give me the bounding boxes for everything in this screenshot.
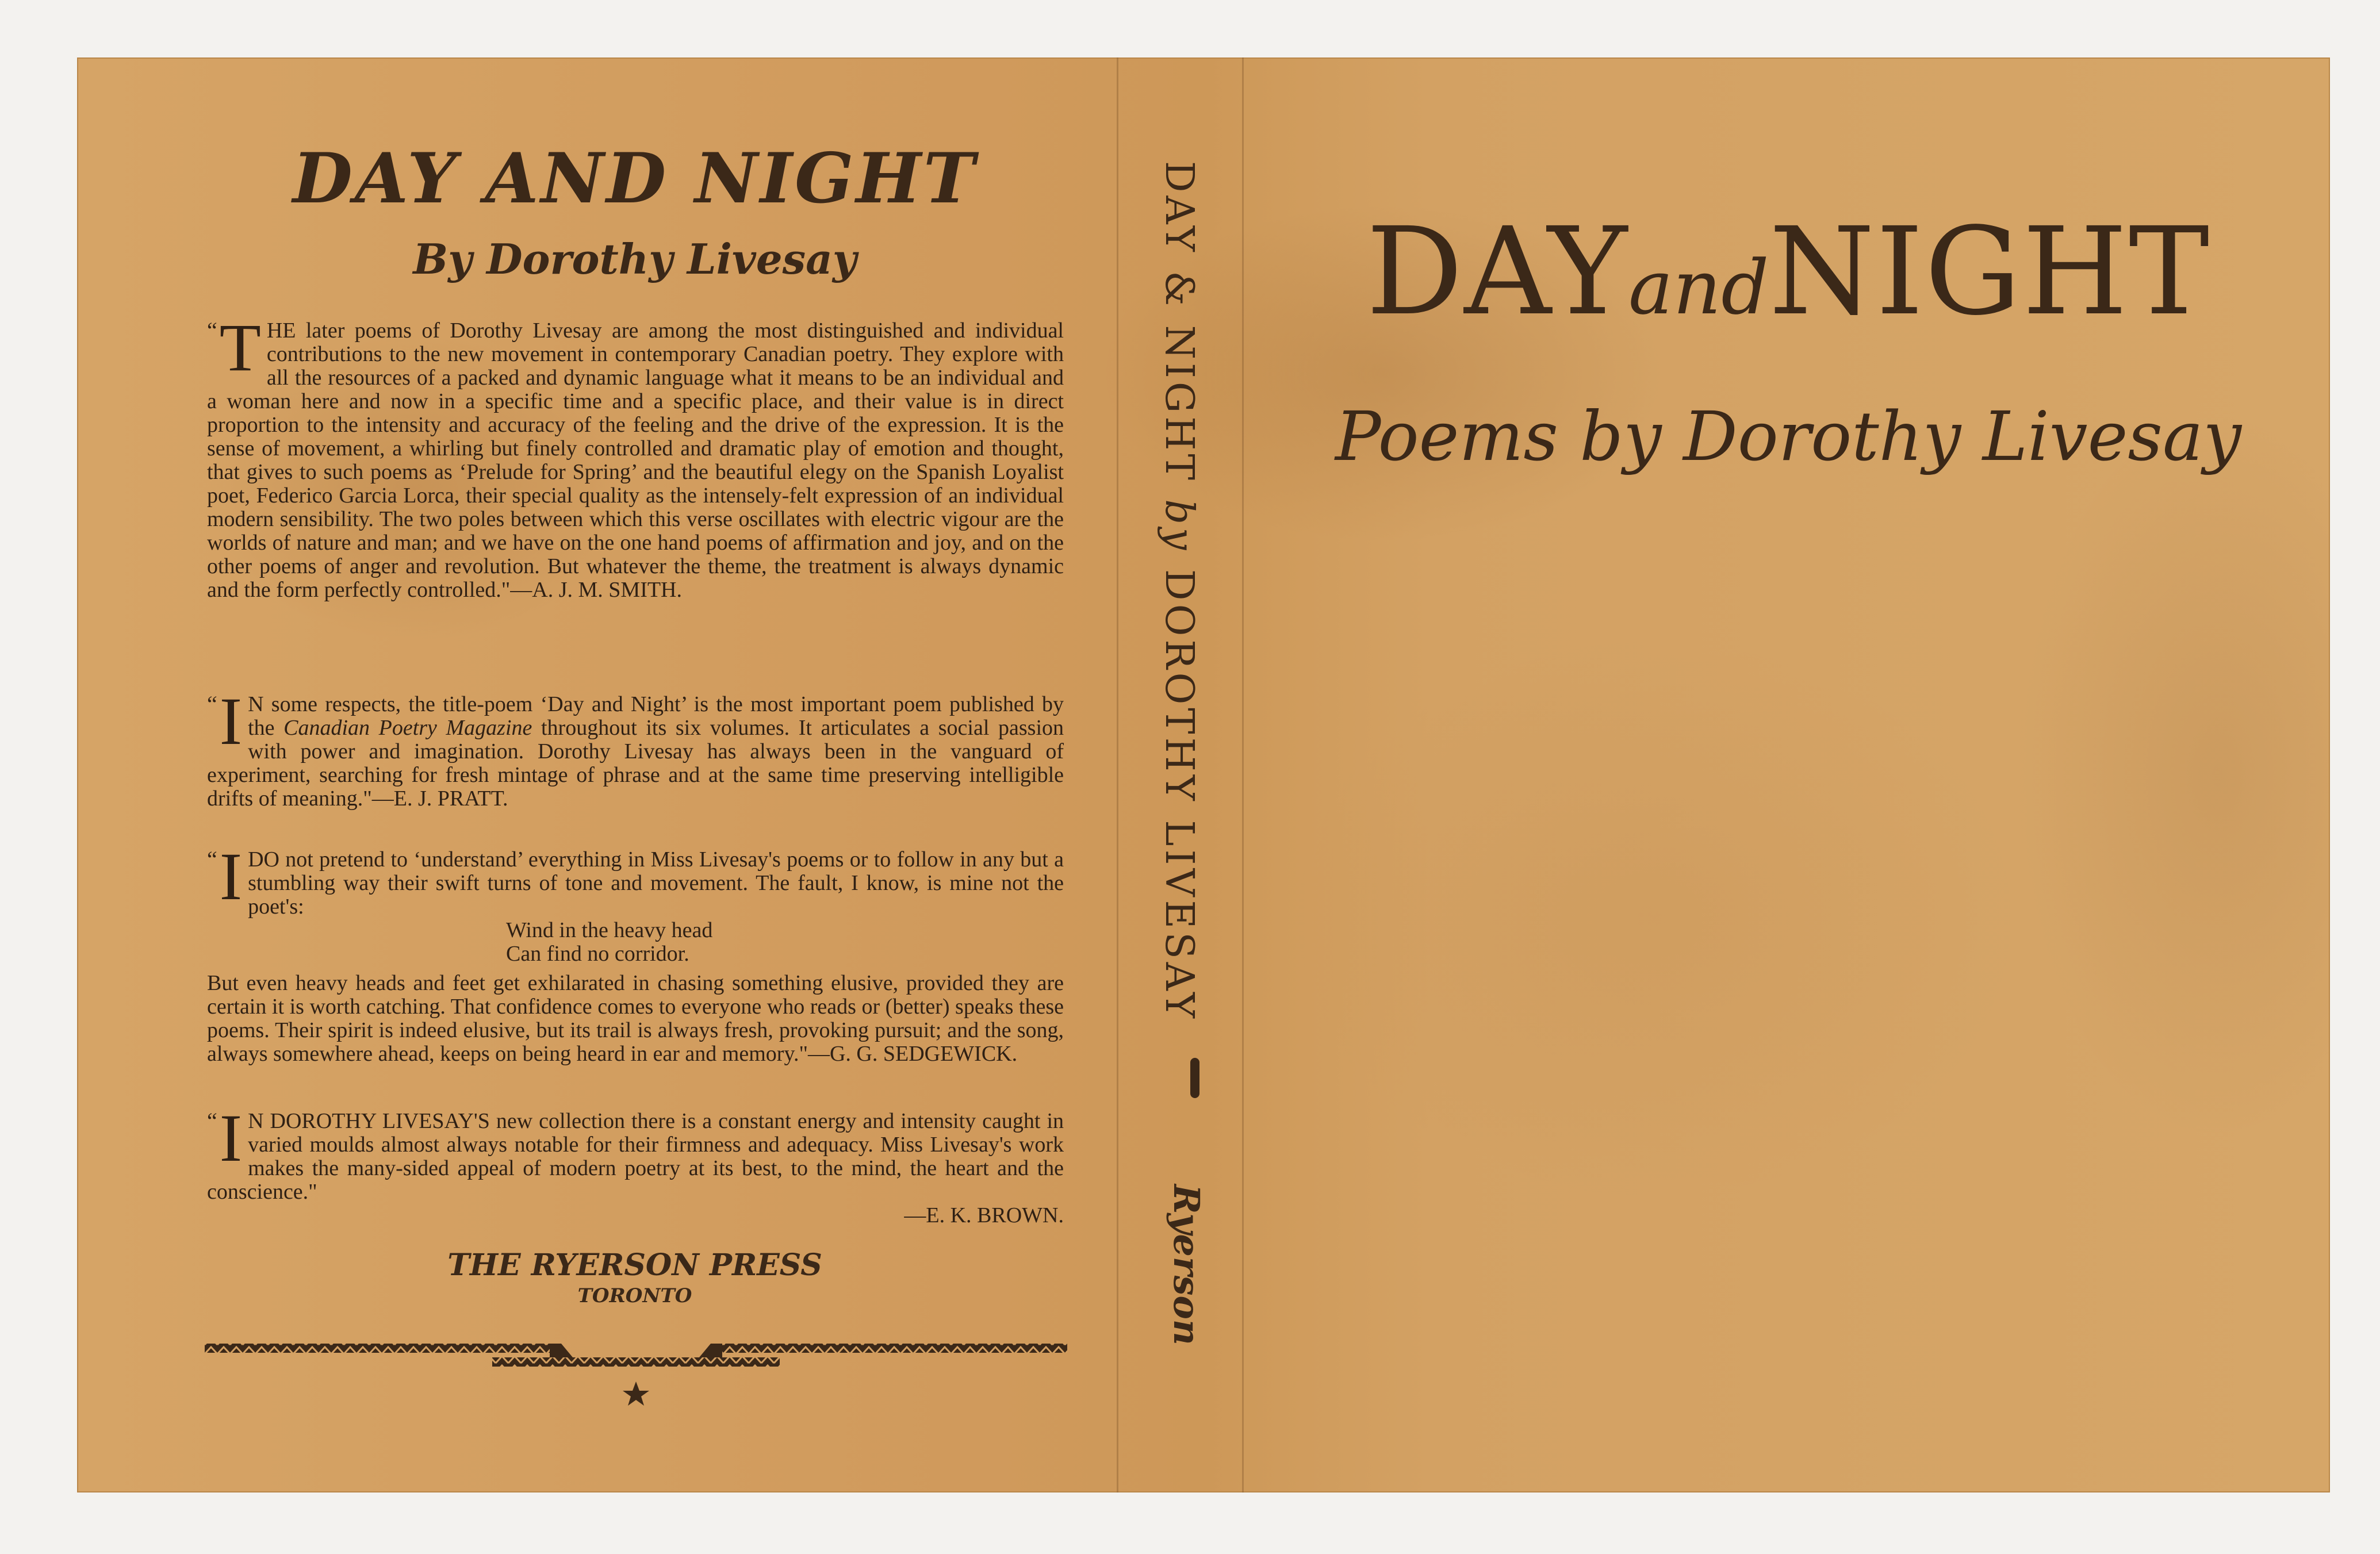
publisher-name: THE RYERSON PRESS (447, 1248, 822, 1283)
dropcap: T (219, 310, 261, 385)
spine-fold-right (1242, 57, 1244, 1492)
spine-publisher: Ryerson (1166, 1184, 1208, 1345)
front-cover-byline: Poems by Dorothy Livesay (1335, 397, 2241, 476)
review-text: N some respects, the title-poem ‘Day and Night’ is the most important poem published by the (248, 692, 1064, 740)
back-cover-title: DAY AND NIGHT (292, 138, 978, 219)
review-sedgewick: “ I DO not pretend to ‘understand’ everything in Miss Livesay's poems or to follow in any but a stumbling way their swift turns of tone and movement. The fault, I know, is mine not the poet's: Wind in the heavy head Can find no corridor. But even heavy heads and feet get exhilarated in chasing something elusive, provided they are certain it is worth catching. That confidence comes to everyone who reads or (better) speaks these poems. Their spirit is indeed elusive, but its trail is always fresh, provoking pursuit; and the song, always somewhere ahead, keeps on being heard in ear and memory."—G. G. SEDGEWICK. (207, 839, 1064, 1066)
review-text: DO not pretend to ‘understand’ everything in Miss Livesay's poems or to follow in any but a stumbling way their swift turns of tone and movement. The fault, I know, is mine not the poet's: (248, 847, 1064, 919)
spine-title (1156, 161, 1202, 1022)
review-brown: “ I N DOROTHY LIVESAY'S new collection there is a constant energy and intensity caught in varied moulds almost always notable for their firmness and adequacy. Miss Livesay's work makes the many-sided appeal of modern poetry at its best, to the mind, the heart and the conscience." —E. K. BROWN. (207, 1100, 1064, 1227)
rope-border-icon (205, 1337, 1067, 1406)
magazine-title: Canadian Poetry Magazine (283, 716, 532, 740)
spine-title-text: DAY & NIGHT (1156, 161, 1202, 500)
review-smith: “ T HE later poems of Dorothy Livesay are among the most distinguished and individual contributions to the new movement in contemporary Canadian poetry. They explore with all the resources of a packed and dynamic language what it means to be an individual and a woman here and now in a specific time and a specific place, and their value is in direct proportion to the intensity and accuracy of the feeling and the drive of the expression. It is the sense of movement, a whirling but finely controlled and dramatic play of emotion and thought, that gives to such poems as ‘Prelude for Spring’ and the beautiful elegy on the Spanish Loyalist poet, Federico Garcia Lorca, their special quality as the intensely-felt expression of an individual modern sensibility. The two poles between which this verse oscillates with electric vigour are the worlds of nature and man; and we have on the one hand poems of affirmation and joy, and on the other poems of anger and revolution. But whatever the theme, the treatment is always dynamic and the form perfectly controlled."—A. J. M. SMITH. (207, 310, 1064, 602)
dropcap: I (219, 839, 243, 914)
verse-line-2: Can find no corridor. (506, 942, 689, 966)
publisher-city: TORONTO (577, 1284, 692, 1307)
front-title-night: NIGHT (1769, 201, 2211, 342)
spine-author: DOROTHY LIVESAY (1156, 553, 1202, 1022)
review-text: N DOROTHY LIVESAY'S new collection there is a constant energy and intensity caught in varied moulds almost always notable for their firmness and adequacy. Miss Livesay's work makes the many-sided appeal of modern poetry at its best, to the mind, the heart and the conscience." (207, 1109, 1064, 1204)
dropcap: I (219, 684, 243, 759)
back-cover-byline: By Dorothy Livesay (413, 235, 857, 283)
front-cover-title (1254, 201, 2323, 342)
star-ornament-icon (623, 1382, 649, 1406)
review-text: HE later poems of Dorothy Livesay are among the most distinguished and individual contributions to the new movement in contemporary Canadian poetry. They explore with all the resources of a packed and dynamic language what it means to be an individual and a woman here and now in a specific time and a specific place, and their value is in direct proportion to the intensity and accuracy of the feeling and the drive of the expression. It is the sense of movement, a whirling but finely controlled and dramatic play of emotion and thought, that gives to such poems as ‘Prelude for Spring’ and the beautiful elegy on the Spanish Loyalist poet, Federico Garcia Lorca, their special quality as the intensely-felt expression of an individual modern sensibility. The two poles between which this verse oscillates with electric vigour are the worlds of nature and man; and we have on the one hand poems of affirmation and joy, and on the other poems of anger and revolution. But whatever the theme, the treatment is always dynamic and the form perfectly controlled."—A. J. M. SMITH. (207, 319, 1064, 602)
spine-dash (1190, 1058, 1199, 1098)
review-text: throughout its six volumes. It articulates a social passion with power and imagination. Dorothy Livesay has always been in the vanguard of experiment, searching for fresh mintage of phrase and at the same time preserving intelligible drifts of meaning."—E. J. PRATT. (207, 716, 1064, 811)
spine-by: by (1156, 499, 1202, 554)
verse-line-1: Wind in the heavy head (506, 918, 713, 942)
front-title-day: DAY (1366, 201, 1629, 342)
review-attribution: —E. K. BROWN. (904, 1203, 1064, 1227)
review-text: But even heavy heads and feet get exhilarated in chasing something elusive, provided they are certain it is worth catching. That confidence comes to everyone who reads or (better) speaks these poems. Their spirit is indeed elusive, but its trail is always fresh, provoking pursuit; and the song, always somewhere ahead, keeps on being heard in ear and memory."—G. G. SEDGEWICK. (207, 971, 1064, 1066)
front-title-and: and (1628, 244, 1769, 331)
dropcap: I (219, 1100, 243, 1176)
review-pratt: “ I N some respects, the title-poem ‘Day and Night’ is the most important poem published by the Canadian Poetry Magazine throughout its six volumes. It articulates a social passion with power and imagination. Dorothy Livesay has always been in the vanguard of experiment, searching for fresh mintage of phrase and at the same time preserving intelligible drifts of meaning."—E. J. PRATT. (207, 684, 1064, 811)
